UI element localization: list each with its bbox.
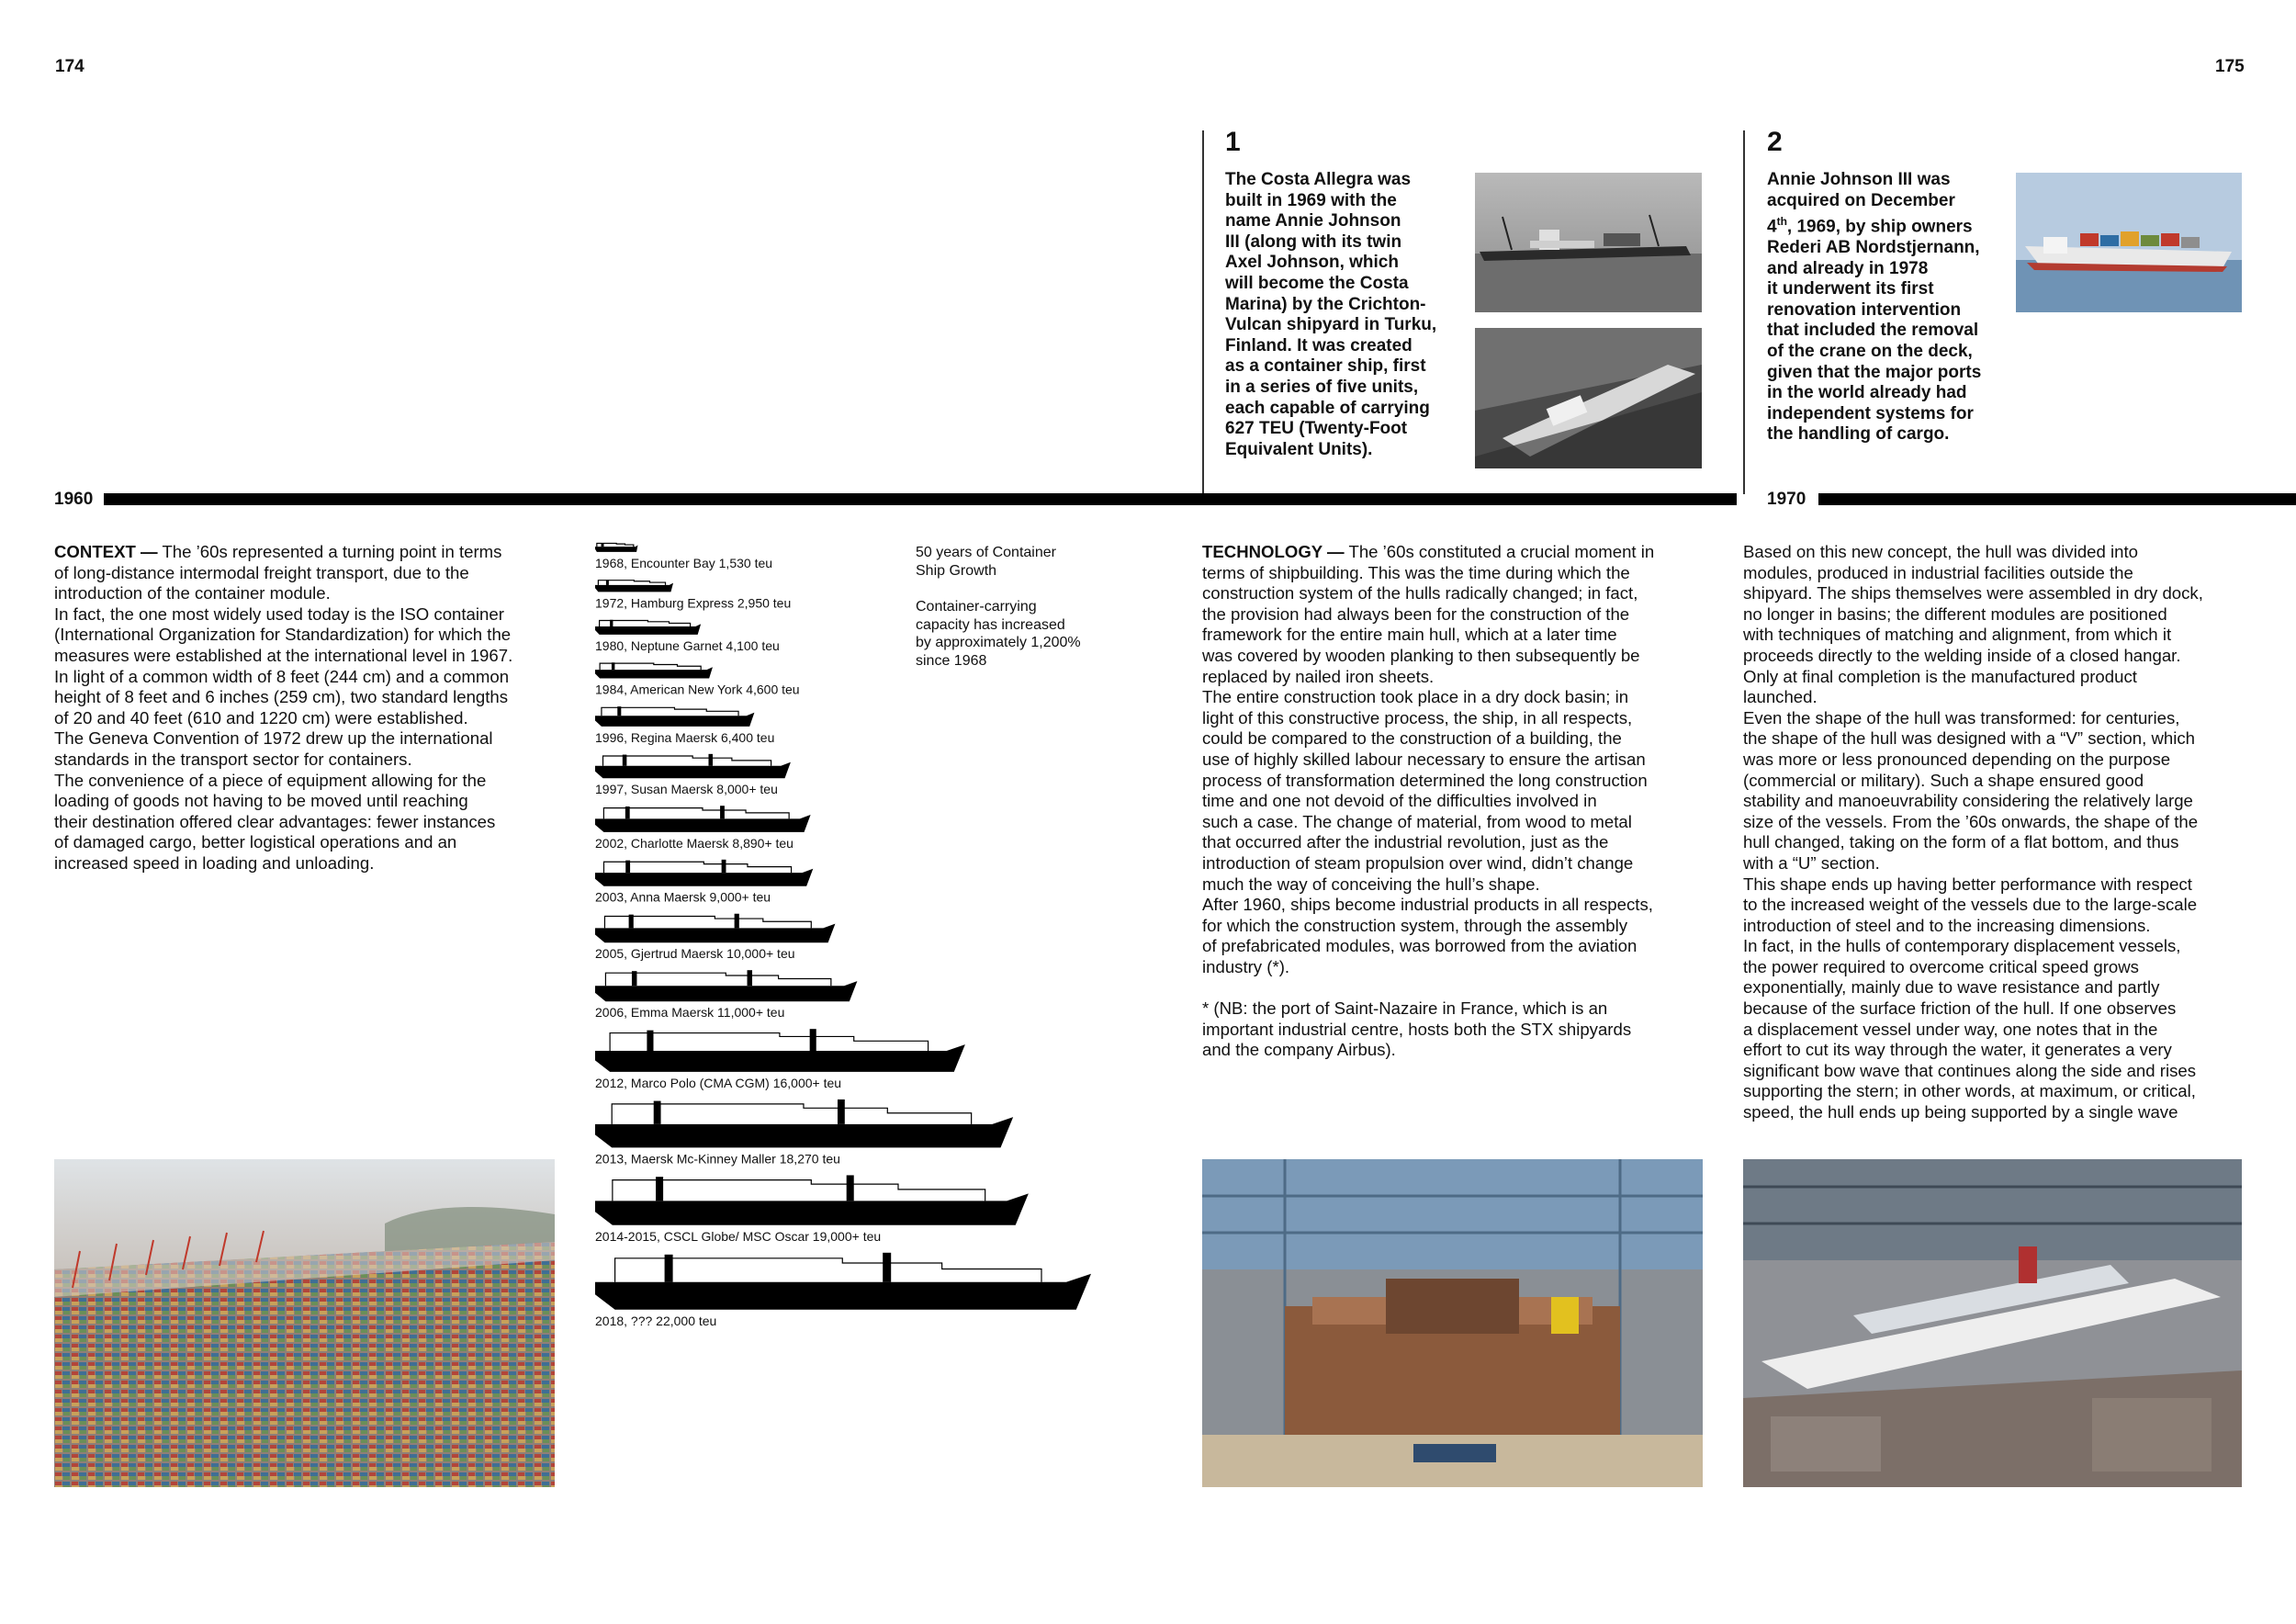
ship-silhouette-7	[595, 806, 811, 851]
ship-cargo-outline	[600, 663, 701, 670]
ship-silhouette-3	[595, 620, 780, 653]
ship-label: 1997, Susan Maersk 8,000+ teu	[595, 782, 778, 797]
timeline-bar-1	[104, 493, 1737, 505]
right-column-text: Based on this new concept, the hull was divided into modules, produced in industrial facilities outside the shipyard. The ships themselves were assembled in dry dock, no longer in basins; the different modules are positioned with techniques of matching and alignment, from which it proceeds directly to the welding inside of a closed hangar. Only at final completion is the manufactured product launched. Even the shape of the hull was transformed: for centuries, the shape of the hull was designed with a “V” section, which was more or less pronounced depending on the purpose (commercial or military). Such a shape ensured good stability and manoeuvrability considering the relatively large size of the vessels. From the ’60s onwards, the shape of the hull changed, taking on the form of a flat bottom, and thus with a “U” section. This shape ends up having better performance with respect to the increased weight of the vessels due to the large-scale introduction of steel and to the increasing dimensions. In fact, in the hulls of contemporary displacement vessels, the power required to overcome critical speed grows exponentially, mainly due to wave resistance and partly because of the surface friction of the hull. If one observes a displacement vessel under way, one notes that in the effort to cut its way through the water, it generates a very significant bow wave that continues along the side and rises supporting the stern; in other words, at maximum, or critical, speed, the hull ends up being supported by a single wave	[1743, 542, 2203, 1122]
ship-silhouette-1	[595, 543, 772, 570]
ship-funnel	[720, 806, 725, 818]
ship-label: 2014-2015, CSCL Globe/ MSC Oscar 19,000+ teu	[595, 1228, 882, 1244]
ship-cargo-outline	[600, 621, 691, 626]
growth-note-text: Container-carrying capacity has increased by approximately 1,200% since 1968	[916, 599, 1081, 669]
ship-silhouette-5	[595, 706, 774, 745]
ship-label: 2018, ??? 22,000 teu	[595, 1313, 717, 1328]
ship-bridge	[612, 662, 614, 670]
technology-text	[1202, 542, 1721, 1061]
ship-cargo-outline	[613, 1180, 985, 1201]
ship-bridge	[654, 1101, 661, 1124]
ship-bridge	[665, 1255, 673, 1282]
caption-number-1: 1	[1225, 127, 1241, 157]
ship-bridge	[647, 1031, 653, 1051]
ship-silhouette-4	[595, 662, 800, 696]
ship-bridge	[625, 861, 630, 873]
caption-2-superscript: th	[1776, 215, 1787, 229]
technology-body: The ’60s constituted a crucial moment in terms of shipbuilding. This was the time during which the construction system of the hulls radically changed; in fact, the provision had always been for the construction of the framework for the entire main hull, which at a later time was covered by wooden planking to then subsequently be replaced by nailed iron sheets. The entire construction took place in a dry dock basin; in light of this constructive process, the ship, in all respects, could be compared to the construction of a building, the use of highly skilled labour necessary to ensure the artisan process of transformation determined the long construction time and one not devoid of the difficulties involved in such a case. The change of material, from wood to metal that occurred after the industrial revolution, just as the introduction of steam propulsion over wind, didn’t change much the way of conceiving the hull’s shape. After 1960, ships become industrial products in all respects, for which the construction system, through the assembly of prefabricated modules, was borrowed from the aviation industry (*). * (NB: the port of Saint-Nazaire in France, which is an important industrial centre, hosts both the STX shipyards and the company Airbus).	[1202, 542, 1655, 1060]
ship-funnel	[883, 1253, 891, 1282]
ship-silhouette-14	[595, 1253, 1091, 1328]
ship-bridge	[656, 1177, 663, 1201]
photo-shipyard-hull-module	[1202, 1159, 1703, 1487]
ship-silhouette-9	[595, 914, 835, 961]
ship-bridge	[629, 915, 634, 929]
ship-silhouette-8	[595, 860, 813, 905]
ship-growth-chart	[588, 537, 1102, 1493]
caption-divider-1	[1202, 130, 1204, 494]
ship-cargo-outline	[602, 707, 738, 716]
ship-label: 1984, American New York 4,600 teu	[595, 682, 800, 697]
caption-divider-2	[1743, 130, 1745, 494]
ship-silhouette-10	[595, 970, 857, 1020]
ship-funnel	[735, 914, 739, 929]
ship-funnel	[708, 754, 713, 766]
caption-1-text: The Costa Allegra was built in 1969 with the name Annie Johnson III (along with its twin Axel Johnson, which will become the Costa Marina) by the Crichton- Vulcan shipyard in Turku, Finland. It was created as a container ship, first in a series of five units, each capable of carrying 627 TEU (Twenty-Foot Equivalent Units).	[1225, 170, 1437, 459]
ship-cargo-outline	[603, 756, 771, 766]
ship-cargo-outline	[603, 808, 789, 819]
ship-label: 2006, Emma Maersk 11,000+ teu	[595, 1005, 785, 1021]
ship-bridge	[606, 580, 609, 585]
ship-label: 1996, Regina Maersk 6,400 teu	[595, 729, 775, 745]
ship-silhouette-6	[595, 754, 791, 796]
ship-bridge	[610, 620, 613, 626]
ship-cargo-outline	[604, 916, 811, 928]
context-body: The ’60s represented a turning point in terms of long-distance intermodal freight transport, due to the introduction of the container module. In fact, the one most widely used today is the ISO container (International Organization for Standardization) for which the measures were established at the international level in 1967. In light of a common width of 8 feet (244 cm) and a common height of 8 feet and 6 inches (259 cm), two standard lengths of 20 and 40 feet (610 and 1220 cm) were established. The Geneva Convention of 1972 drew up the international standards in the transport sector for containers. The convenience of a piece of equipment allowing for the loading of goods not having to be moved until reaching their destination offered clear advantages: fewer instances of damaged cargo, better logistical operations and an increased speed in loading and unloading.	[54, 542, 513, 873]
photo-annie-johnson-iii	[2016, 173, 2242, 312]
ship-bridge	[617, 706, 621, 716]
ship-silhouette-12	[595, 1100, 1013, 1167]
ship-bridge	[625, 806, 630, 818]
ship-silhouettes	[588, 537, 1102, 1493]
ship-cargo-outline	[615, 1258, 1041, 1282]
ship-cargo-outline	[612, 1104, 971, 1124]
technology-heading: TECHNOLOGY —	[1202, 542, 1345, 561]
photo-costa-allegra-2	[1475, 328, 1702, 468]
ship-funnel	[748, 970, 753, 986]
ship-silhouette-2	[595, 580, 791, 610]
ship-label: 2012, Marco Polo (CMA CGM) 16,000+ teu	[595, 1075, 842, 1090]
caption-2-part-1: Annie Johnson III was acquired on December 4	[1767, 170, 1955, 237]
photo-cruise-ship-drydock	[1743, 1159, 2242, 1487]
timeline-bar-2	[1818, 493, 2296, 505]
photo-costa-allegra-1	[1475, 173, 1702, 312]
ship-funnel	[847, 1175, 854, 1201]
context-text	[54, 542, 587, 874]
growth-note-title: 50 years of Container Ship Growth	[916, 545, 1056, 579]
ship-cargo-outline	[603, 862, 791, 873]
ship-cargo-outline	[610, 1033, 928, 1051]
timeline-year-1960: 1960	[54, 490, 94, 509]
ship-silhouette-11	[595, 1029, 965, 1090]
ship-cargo-outline	[605, 973, 830, 986]
ship-label: 2003, Anna Maersk 9,000+ teu	[595, 889, 771, 905]
ship-bridge	[623, 755, 627, 766]
caption-2-part-2: , 1969, by ship owners Rederi AB Nordstjernann, and already in 1978 it underwent its first renovation intervention that included the removal of the crane on the deck, given that the major ports in the world already had independent systems for the handling of cargo.	[1767, 217, 1982, 445]
page-number-left: 174	[55, 57, 84, 76]
ship-label: 2002, Charlotte Maersk 8,890+ teu	[595, 835, 793, 851]
ship-label: 2013, Maersk Mc-Kinney Maller 18,270 teu	[595, 1151, 840, 1167]
ship-label: 1968, Encounter Bay 1,530 teu	[595, 555, 773, 570]
ship-label: 1980, Neptune Garnet 4,100 teu	[595, 637, 780, 653]
ship-silhouette-13	[595, 1175, 1029, 1243]
ship-funnel	[838, 1100, 845, 1124]
timeline-year-1970: 1970	[1767, 490, 1806, 509]
ship-funnel	[810, 1029, 816, 1051]
page-number-right: 175	[2215, 57, 2245, 76]
caption-2-text	[1767, 170, 2006, 445]
ship-label: 2005, Gjertrud Maersk 10,000+ teu	[595, 946, 795, 962]
ship-bridge	[632, 971, 637, 986]
ship-label: 1972, Hamburg Express 2,950 teu	[595, 595, 792, 611]
photo-container-port	[54, 1159, 555, 1487]
ship-funnel	[722, 860, 726, 873]
ship-bridge	[602, 543, 604, 547]
caption-number-2: 2	[1767, 127, 1783, 157]
context-heading: CONTEXT —	[54, 542, 158, 561]
